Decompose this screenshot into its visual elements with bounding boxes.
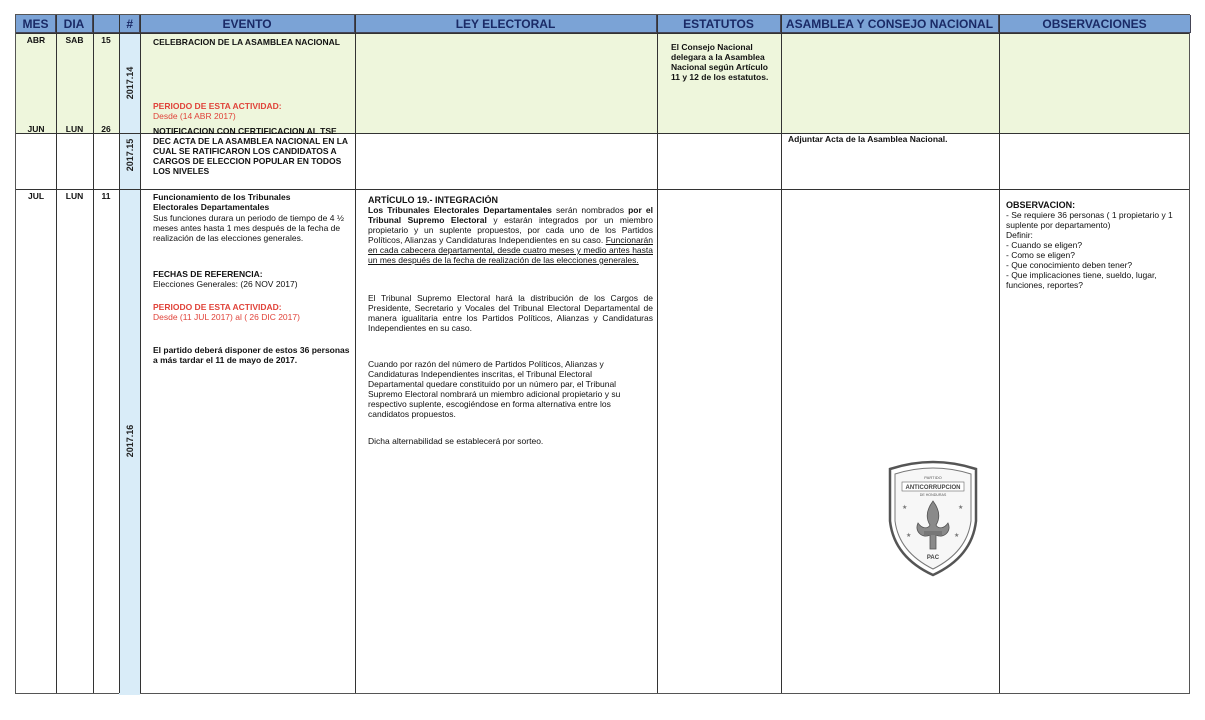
- obs-line: - Se requiere 36 personas ( 1 propietario y 1 suplente por departamento): [1006, 210, 1173, 230]
- row3-evento-title: Funcionamiento de los Tribunales Electorales Departamentales: [153, 192, 291, 212]
- row1-evento-title: CELEBRACION DE LA ASAMBLEA NACIONAL: [153, 37, 340, 47]
- header-dia: DIA: [56, 15, 93, 33]
- row3-ley-title: ARTÍCULO 19.- INTEGRACIÓN: [368, 195, 499, 205]
- ley-p1-text-a: serán nombrados: [551, 205, 629, 215]
- row3-fechas-value: Elecciones Generales: (26 NOV 2017): [153, 279, 298, 289]
- row3-obs-list: [1006, 210, 1186, 290]
- seal-bottom-text: PAC: [926, 555, 940, 561]
- row3-periodo-label: PERIODO DE ESTA ACTIVIDAD:: [153, 302, 282, 312]
- header-evento: EVENTO: [140, 15, 355, 33]
- col-divider: [119, 15, 120, 693]
- row3-ley-p2: El Tribunal Supremo Electoral hará la distribución de los Cargos de Presidente, Secretario y Vocales del Tribunal Electoral Departamental de manera igualitaria entre los Partidos Políticos, Alianzas y Candidaturas Independientes en su caso.: [368, 293, 653, 333]
- col-divider: [93, 15, 94, 693]
- row2-num: 26: [101, 124, 111, 134]
- header-estatutos: ESTATUTOS: [657, 15, 781, 33]
- row3-disponer: El partido deberá disponer de estos 36 personas a más tardar el 11 de mayo de 2017.: [153, 345, 350, 365]
- col-divider: [140, 15, 141, 693]
- seal-sub-text: DE HONDURAS: [919, 493, 947, 497]
- row-divider: [16, 189, 1189, 190]
- ley-p1-bold2: por el Tribunal Supremo Electoral: [368, 205, 653, 225]
- party-seal-logo: [884, 459, 982, 577]
- row2-evento-title: NOTIFICACION CON CERTIFICACION AL TSE DEC ACTA DE LA ASAMBLEA NACIONAL EN LA CUAL SE RATIFICARON LOS CANDIDATOS A CARGOS DE ELECCION POPULAR EN TODOS LOS NIVELES: [153, 126, 348, 176]
- ley-p1-underlined: Funcionarán en cada cabecera departamental, desde cuatro meses y medio antes hasta un mes después de la fecha de realización de las elecciones generales.: [368, 235, 653, 265]
- header-ley: LEY ELECTORAL: [355, 15, 657, 33]
- row1-mes: ABR: [26, 35, 46, 45]
- row1-dia: SAB: [65, 35, 84, 45]
- row3-fechas-label: FECHAS DE REFERENCIA:: [153, 269, 263, 279]
- header-num: #: [93, 15, 140, 33]
- row2-dia: LUN: [65, 124, 84, 134]
- svg-text:★: ★: [958, 505, 964, 511]
- svg-text:★: ★: [954, 533, 960, 539]
- row3-num: 11: [101, 191, 111, 201]
- obs-line: - Como se eligen?: [1006, 250, 1075, 260]
- header-asamblea: ASAMBLEA Y CONSEJO NACIONAL: [781, 15, 999, 33]
- row3-ley-p1: [368, 205, 653, 265]
- col-divider: [781, 15, 782, 693]
- row3-dia: LUN: [65, 191, 84, 201]
- row2-asamblea: Adjuntar Acta de la Asamblea Nacional.: [788, 134, 948, 144]
- row3-periodo-value: Desde (11 JUL 2017) al ( 26 DIC 2017): [153, 312, 300, 322]
- row1-periodo-label: PERIODO DE ESTA ACTIVIDAD:: [153, 101, 282, 111]
- col-divider: [657, 15, 658, 693]
- row1-num: 15: [101, 35, 111, 45]
- header-mes: MES: [16, 15, 56, 33]
- calendar-sheet: [15, 14, 1190, 694]
- svg-text:★: ★: [902, 505, 908, 511]
- row1-periodo-value: Desde (14 ABR 2017): [153, 111, 236, 121]
- seal-top-text: PARTIDO: [924, 475, 942, 480]
- obs-line: - Que implicaciones tiene, sueldo, lugar, funciones, reportes?: [1006, 270, 1157, 290]
- row1-estatutos: El Consejo Nacional delegara a la Asamblea Nacional según Artículo 11 y 12 de los estatutos.: [671, 42, 769, 82]
- row3-code: 2017.16: [125, 424, 135, 458]
- seal-main-text: ANTICORRUPCION: [905, 485, 961, 491]
- col-divider: [999, 15, 1000, 693]
- row-divider: [16, 33, 1189, 34]
- header-observaciones: OBSERVACIONES: [999, 15, 1191, 33]
- row3-ley-p3: Cuando por razón del número de Partidos Políticos, Alianzas y Candidaturas Independientes inscritas, el Tribunal Electoral Departamental quedare constituido por un número par, el Tribunal Supremo Electoral nombrará un miembro adicional propietario y su respectivo suplente, escogiéndose en forma alternativa entre los candidatos propuestos.: [368, 359, 621, 419]
- row2-code: 2017.15: [125, 138, 135, 172]
- row3-mes: JUL: [27, 191, 45, 201]
- row1-code: 2017.14: [125, 66, 135, 100]
- row2-mes: JUN: [27, 124, 45, 134]
- row3-evento-desc: Sus funciones durara un periodo de tiempo de 4 ½ meses antes hasta 1 mes después de la fecha de realización de las elecciones generales.: [153, 213, 344, 243]
- obs-line: - Cuando se eligen?: [1006, 240, 1083, 250]
- col-divider: [355, 15, 356, 693]
- ley-p1-text-b: y estarán integrados por un miembro propietario y un suplente propuestos, por cada uno de los Partidos Políticos, Alianzas y Candidaturas Independientes en su caso.: [368, 215, 653, 245]
- obs-line: Definir:: [1006, 230, 1033, 240]
- obs-line: - Que conocimiento deben tener?: [1006, 260, 1133, 270]
- col-divider: [56, 15, 57, 693]
- row3-obs-title: OBSERVACION:: [1006, 200, 1076, 210]
- ley-p1-bold: Los Tribunales Electorales Departamentales: [368, 205, 552, 215]
- row3-ley-p4: Dicha alternabilidad se establecerá por sorteo.: [368, 436, 544, 446]
- svg-text:★: ★: [906, 533, 912, 539]
